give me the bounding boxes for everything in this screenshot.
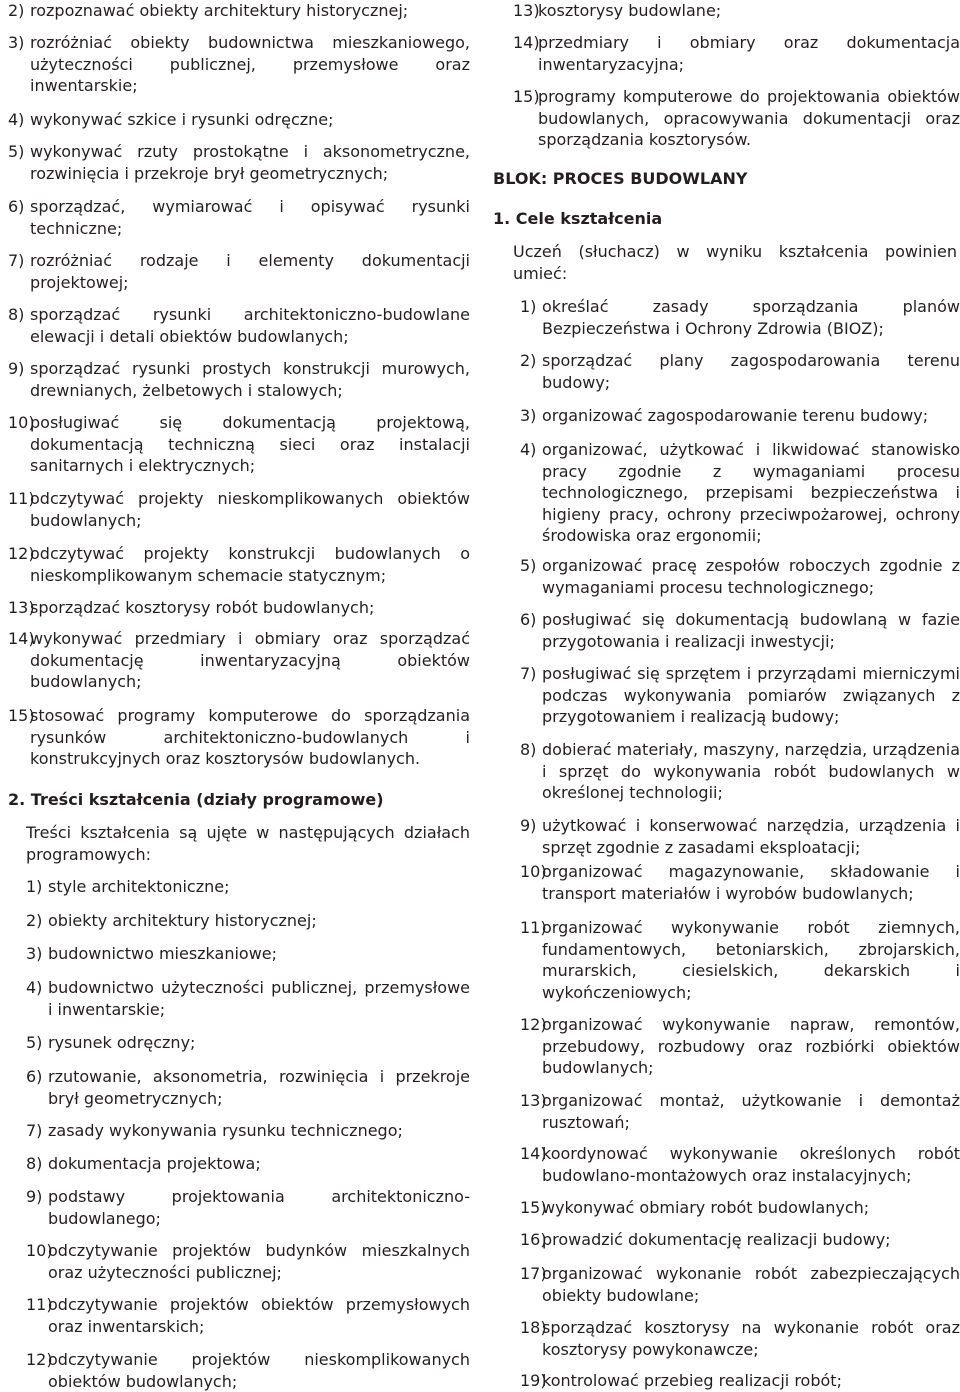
list-item-text: kontrolować przebieg realizacji robót; [542,1371,842,1390]
list-item [490,350,960,393]
list-item [0,910,470,932]
list-item [490,32,960,75]
list-item [0,1294,470,1337]
list-item-number: 14) [513,33,540,52]
list-item [0,1349,470,1392]
list-item [0,141,470,184]
list-item-number: 9) [26,1187,43,1206]
list-item-number: 15) [520,1198,547,1217]
list-item-number: 15) [8,706,35,725]
list-item [0,943,470,965]
list-item-number: 13) [513,1,540,20]
list-item-number: 1) [520,297,537,316]
list-item [0,1066,470,1109]
list-item-number: 5) [26,1033,43,1052]
list-item-number: 5) [8,142,25,161]
list-item-number: 19) [520,1371,547,1390]
list-item-text: użytkować i konserwować narzędzia, urządzenia i sprzęt zgodnie z zasadami eksploatacji; [542,816,960,857]
section-heading-cele: 1. Cele kształcenia [493,209,663,228]
list-item [0,977,470,1020]
list-item [0,1186,470,1229]
list-item [0,1032,470,1054]
list-item-text: posługiwać się dokumentacją projektową, dokumentacją techniczną sieci oraz instalacji sanitarnych i elektrycznych; [30,413,470,475]
list-item-number: 6) [26,1067,43,1086]
list-item-text: rozróżniać rodzaje i elementy dokumentacji projektowej; [30,251,470,292]
list-item-number: 8) [520,740,537,759]
list-item [490,1014,960,1079]
list-item-text: odczytywanie projektów nieskomplikowanych obiektów budowlanych; [48,1350,470,1391]
list-item-number: 11) [26,1295,53,1314]
list-item-text: sporządzać kosztorysy robót budowlanych; [30,598,375,617]
list-item [0,543,470,586]
list-item-text: wykonywać rzuty prostokątne i aksonometryczne, rozwinięcia i przekroje brył geometrycznych; [30,142,470,183]
list-item-text: style architektoniczne; [48,877,230,896]
list-item-number: 7) [26,1121,43,1140]
list-item-text: dokumentacja projektowa; [48,1154,261,1173]
list-item-number: 12) [8,544,35,563]
list-item-number: 7) [8,251,25,270]
list-item-number: 1) [26,877,43,896]
list-item-number: 12) [26,1350,53,1369]
list-item-text: rzutowanie, aksonometria, rozwinięcia i przekroje brył geometrycznych; [48,1067,470,1108]
list-item-number: 13) [8,598,35,617]
list-item-text: organizować zagospodarowanie terenu budowy; [542,406,929,425]
list-item-number: 11) [520,918,547,937]
block-heading-proces-budowlany: BLOK: PROCES BUDOWLANY [493,169,748,188]
list-item-number: 4) [8,110,25,129]
list-item-text: koordynować wykonywanie określonych robót budowlano-montażowych oraz instalacyjnych; [542,1144,960,1185]
list-item [0,876,470,898]
list-item-text: sporządzać rysunki prostych konstrukcji murowych, drewnianych, żelbetowych i stalowych; [30,359,470,400]
section-intro-tresci: Treści kształcenia są ujęte w następujących działach programowych: [26,823,470,864]
list-item [0,1153,470,1175]
list-item [490,555,960,598]
list-item-text: zasady wykonywania rysunku technicznego; [48,1121,403,1140]
list-item-text: sporządzać kosztorysy na wykonanie robót oraz kosztorysy powykonawcze; [542,1318,960,1359]
list-item-text: odczytywać projekty konstrukcji budowlanych o nieskomplikowanym schemacie statycznym; [30,544,470,585]
list-item [490,86,960,151]
list-item [490,1229,960,1251]
list-item-number: 3) [8,33,25,52]
list-item [0,304,470,347]
list-item-text: odczytywanie projektów obiektów przemysłowych oraz inwentarskich; [48,1295,470,1336]
list-item-text: obiekty architektury historycznej; [48,911,317,930]
list-item-text: budownictwo mieszkaniowe; [48,944,278,963]
list-item [0,250,470,293]
list-item [490,1263,960,1306]
list-item-number: 8) [8,305,25,324]
list-item-number: 4) [26,978,43,997]
list-item-text: wykonywać obmiary robót budowlanych; [542,1198,870,1217]
list-item [490,405,960,427]
list-item-text: wykonywać szkice i rysunki odręczne; [30,110,334,129]
list-item [0,705,470,770]
list-item-number: 9) [8,359,25,378]
list-item-number: 6) [8,197,25,216]
list-item-text: sporządzać, wymiarować i opisywać rysunki techniczne; [30,197,470,238]
list-item [490,861,960,904]
list-item [490,815,960,858]
list-item [0,358,470,401]
list-item [0,196,470,239]
list-item [0,628,470,693]
section-heading-tresci: 2. Treści kształcenia (działy programowe) [8,790,384,809]
list-item-number: 3) [26,944,43,963]
list-item-number: 15) [513,87,540,106]
list-item-text: podstawy projektowania architektoniczno-budowlanego; [48,1187,470,1228]
list-item [0,109,470,131]
list-item-text: rozpoznawać obiekty architektury historycznej; [30,1,409,20]
list-item-number: 2) [520,351,537,370]
list-item-number: 11) [8,489,35,508]
list-item-number: 2) [8,1,25,20]
list-item-number: 12) [520,1015,547,1034]
list-item-number: 16) [520,1230,547,1249]
list-item-number: 13) [520,1091,547,1110]
list-item [0,597,470,619]
list-item-number: 3) [520,406,537,425]
list-item-number: 10) [8,413,35,432]
list-item-number: 2) [26,911,43,930]
list-item [490,439,960,547]
list-item [0,488,470,531]
list-item-text: stosować programy komputerowe do sporządzania rysunków architektoniczno-budowlanych i konstrukcyjnych oraz kosztorysów budowlanych. [30,706,470,768]
list-item-text: sporządzać rysunki architektoniczno-budowlane elewacji i detali obiektów budowlanych; [30,305,470,346]
list-item-text: określać zasady sporządzania planów Bezpieczeństwa i Ochrony Zdrowia (BIOZ); [542,297,960,338]
list-item-text: budownictwo użyteczności publicznej, przemysłowe i inwentarskie; [48,978,470,1019]
list-item-text: dobierać materiały, maszyny, narzędzia, urządzenia i sprzęt do wykonywania robót budowlanych w określonej technologii; [542,740,960,802]
list-item [490,1090,960,1133]
list-item-number: 14) [8,629,35,648]
list-item-text: organizować wykonywanie napraw, remontów, przebudowy, rozbudowy oraz rozbiórki obiektów budowlanych; [542,1015,960,1077]
list-item-text: kosztorysy budowlane; [538,1,722,20]
list-item [0,1120,470,1142]
list-item-text: przedmiary i obmiary oraz dokumentacja inwentaryzacyjna; [538,33,960,74]
section-intro-cele: Uczeń (słuchacz) w wyniku kształcenia powinien umieć: [513,242,957,283]
list-item [490,296,960,339]
list-item-text: programy komputerowe do projektowania obiektów budowlanych, opracowywania dokumentacji oraz sporządzania kosztorysów. [538,87,960,149]
list-item [0,412,470,477]
list-item-text: prowadzić dokumentację realizacji budowy; [542,1230,891,1249]
list-item [0,1240,470,1283]
list-item-number: 4) [520,440,537,459]
list-item-text: wykonywać przedmiary i obmiary oraz sporządzać dokumentację inwentaryzacyjną obiektów budowlanych; [30,629,470,691]
list-item [490,1370,960,1392]
list-item-text: organizować wykonanie robót zabezpieczających obiekty budowlane; [542,1264,960,1305]
list-item [0,0,470,22]
list-item [0,32,470,97]
list-item-number: 6) [520,610,537,629]
list-item-text: rozróżniać obiekty budownictwa mieszkaniowego, użyteczności publicznej, przemysłowe oraz inwentarskie; [30,33,470,95]
list-item [490,663,960,728]
list-item-text: rysunek odręczny; [48,1033,196,1052]
list-item [490,1143,960,1186]
list-item-number: 7) [520,664,537,683]
list-item [490,1317,960,1360]
list-item-text: organizować wykonywanie robót ziemnych, fundamentowych, betoniarskich, zbrojarskich, murarskich, ciesielskich, dekarskich i wykończeniowych; [542,918,960,1002]
list-item-number: 9) [520,816,537,835]
list-item-number: 14) [520,1144,547,1163]
list-item-text: odczytywanie projektów budynków mieszkalnych oraz użyteczności publicznej; [48,1241,470,1282]
list-item [490,917,960,1003]
list-item-text: organizować magazynowanie, składowanie i transport materiałów i wyrobów budowlanych; [542,862,960,903]
list-item [490,0,960,22]
list-item-number: 18) [520,1318,547,1337]
list-item-text: posługiwać się sprzętem i przyrządami mierniczymi podczas wykonywania pomiarów związanych z przygotowaniem i realizacją budowy; [542,664,960,726]
list-item-text: odczytywać projekty nieskomplikowanych obiektów budowlanych; [30,489,470,530]
list-item-text: organizować, użytkować i likwidować stanowisko pracy zgodnie z wymaganiami procesu technologicznego, przepisami bezpieczeństwa i higieny pracy, ochrony przeciwpożarowej, ochrony środowiska oraz ergonomii; [542,440,960,545]
list-item-number: 17) [520,1264,547,1283]
list-item-number: 8) [26,1154,43,1173]
list-item-text: organizować montaż, użytkowanie i demontaż rusztowań; [542,1091,960,1132]
list-item [490,609,960,652]
list-item-number: 5) [520,556,537,575]
list-item [490,1197,960,1219]
list-item-text: organizować pracę zespołów roboczych zgodnie z wymaganiami procesu technologicznego; [542,556,960,597]
list-item [490,739,960,804]
list-item-text: sporządzać plany zagospodarowania terenu budowy; [542,351,960,392]
list-item-number: 10) [520,862,547,881]
list-item-number: 10) [26,1241,53,1260]
list-item-text: posługiwać się dokumentacją budowlaną w fazie przygotowania i realizacji inwestycji; [542,610,960,651]
